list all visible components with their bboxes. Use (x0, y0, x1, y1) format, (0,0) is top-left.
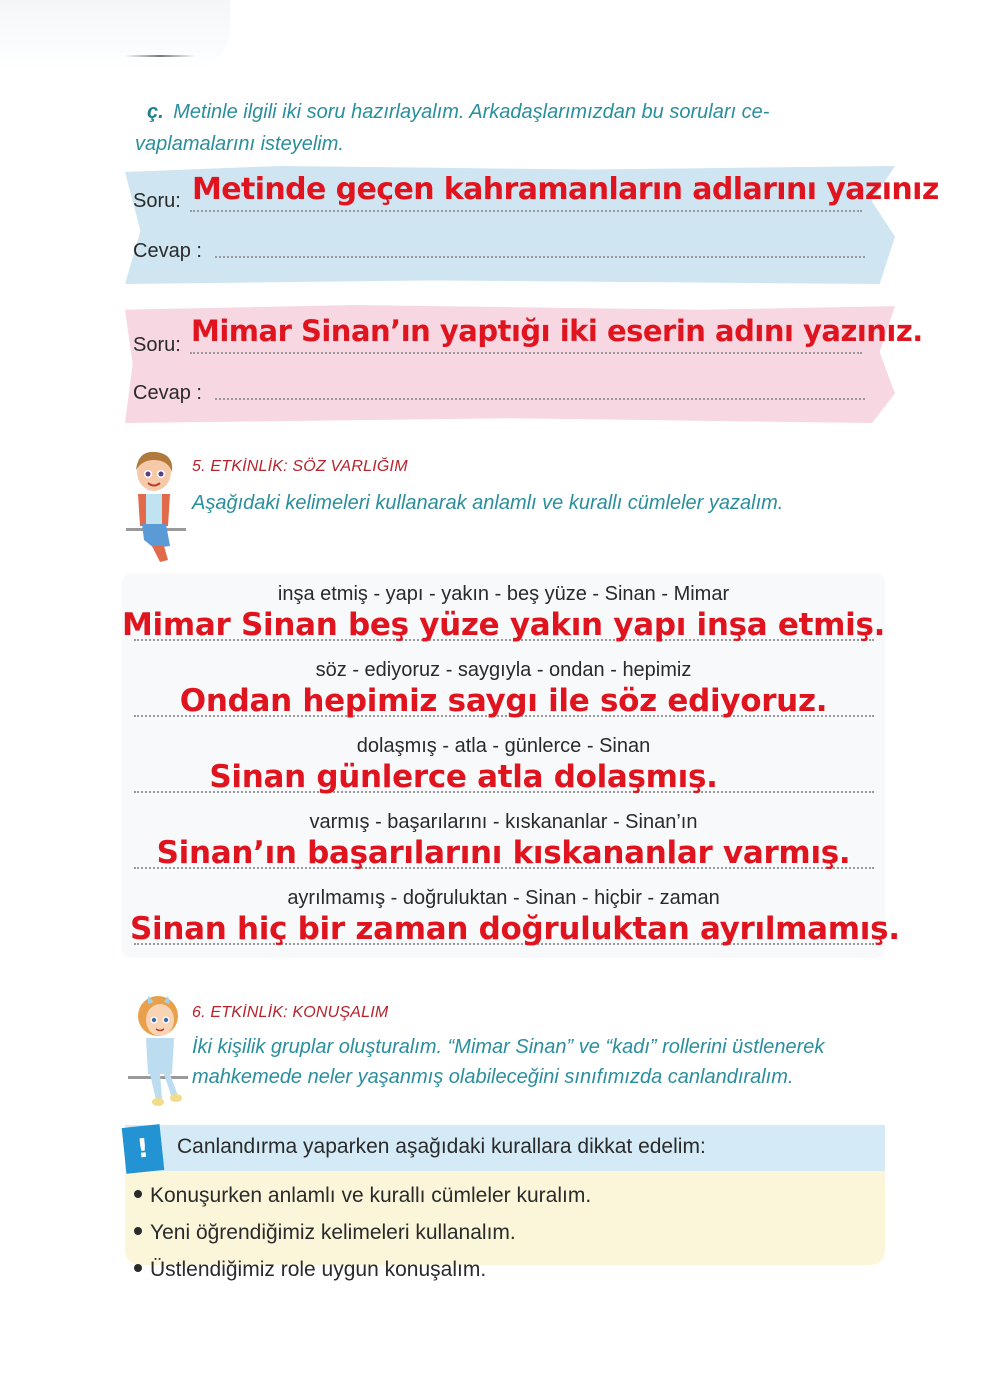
rule-text-3: Üstlendiğimiz role uygun konuşalım. (150, 1258, 487, 1281)
activity-6-title: 6. ETKİNLİK: KONUŞALIM (192, 1004, 389, 1021)
word-list-3: dolaşmış - atla - günlerce - Sinan (356, 735, 651, 757)
word-list-1: inşa etmiş - yapı - yakın - beş yüze - Sinan - Mimar (277, 583, 730, 605)
activity-6-line-2: mahkemede neler yaşanmış olabileceğini sınıfımızda canlandıralım. (192, 1066, 794, 1088)
rule-item-3 (134, 1258, 486, 1282)
sentence-answer-5[interactable]: Sinan hiç bir zaman doğruluktan ayrılmamış. (130, 911, 900, 947)
answer-label-2: Cevap : (133, 382, 202, 404)
bullet-icon (134, 1190, 142, 1198)
instruction-line-1: Metinle ilgili iki soru hazırlayalım. Arkadaşlarımızdan bu soruları ce- (173, 101, 770, 123)
word-list-4: varmış - başarılarını - kıskananlar - Sinan’ın (309, 811, 698, 833)
question-line-2 (190, 352, 862, 354)
bullet-icon (134, 1264, 142, 1272)
word-list-5: ayrılmamış - doğruluktan - Sinan - hiçbir - zaman (287, 887, 720, 909)
page-edge-smudge (0, 0, 230, 70)
rules-title: Canlandırma yaparken aşağıdaki kurallara dikkat edelim: (177, 1135, 706, 1158)
question-label-2: Soru: (133, 334, 181, 356)
answer-line-2[interactable] (215, 398, 865, 400)
sentence-answer-3[interactable]: Sinan günlerce atla dolaşmış. (209, 759, 718, 795)
rule-text-2: Yeni öğrendiğimiz kelimeleri kullanalım. (150, 1221, 516, 1244)
answer-line-1[interactable] (215, 256, 865, 258)
rule-item-2 (134, 1221, 516, 1245)
bullet-icon (134, 1227, 142, 1235)
instruction-line-2: vaplamalarını isteyelim. (135, 133, 344, 155)
section-marker: ç. (147, 101, 164, 123)
section-c-instruction (135, 96, 895, 160)
activity-5-description: Aşağıdaki kelimeleri kullanarak anlamlı ve kurallı cümleler yazalım. (192, 492, 784, 514)
question-line-1 (190, 210, 862, 212)
sentence-answer-2[interactable]: Ondan hepimiz saygı ile söz ediyoruz. (179, 683, 828, 719)
activity-6-line-1: İki kişilik gruplar oluşturalım. “Mimar Sinan” ve “kadı” rollerini üstlenerek (192, 1036, 825, 1058)
sentence-answer-1[interactable]: Mimar Sinan beş yüze yakın yapı inşa etmiş. (122, 607, 886, 643)
sentence-answer-4[interactable]: Sinan’ın başarılarını kıskananlar varmış. (156, 835, 851, 871)
word-sentence-panel (122, 573, 900, 958)
exclamation-icon: ! (122, 1124, 165, 1174)
rule-text-1: Konuşurken anlamlı ve kurallı cümleler kuralım. (150, 1184, 592, 1207)
answer-label-1: Cevap : (133, 240, 202, 262)
activity-6-description (192, 1032, 892, 1092)
question-label-1: Soru: (133, 190, 181, 212)
question-text-2[interactable]: Mimar Sinan’ın yaptığı iki eserin adını yazınız. (191, 314, 923, 348)
girl-character-icon (128, 992, 190, 1110)
activity-5-title: 5. ETKİNLİK: SÖZ VARLIĞIM (192, 458, 408, 475)
decorative-line (125, 55, 195, 57)
boy-character-icon (124, 448, 186, 568)
question-text-1[interactable]: Metinde geçen kahramanların adlarını yazınız (192, 172, 939, 207)
word-list-2: söz - ediyoruz - saygıyla - ondan - hepimiz (315, 659, 692, 681)
rule-item-1 (134, 1184, 591, 1208)
